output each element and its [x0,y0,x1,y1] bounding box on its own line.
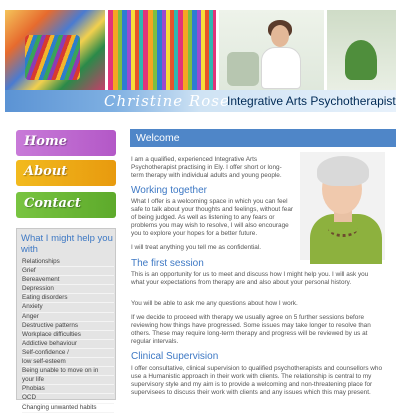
help-topic-item: Eating disorders [22,294,114,303]
help-topic-item: Workplace difficulties [22,331,114,340]
portrait-hair [317,156,369,186]
help-topic-item: low self-esteem [22,358,114,367]
site-role: Integrative Arts Psychotherapist [227,94,396,108]
help-topic-item: Depression [22,285,114,294]
help-topic-item: Grief [22,267,114,276]
nav-about-button[interactable] [16,160,116,186]
help-topic-item: OCD [22,394,114,403]
help-topic-item: Phobias [22,385,114,394]
help-topic-item: Anxiety [22,303,114,312]
therapist-face-image [271,25,289,47]
welcome-bar [130,129,396,147]
help-topics-list [22,258,114,413]
chair-image [227,52,259,86]
therapist-room-photo [219,10,324,90]
header-banner [5,10,396,90]
nav-contact-button[interactable] [16,192,116,218]
help-topic-item: Self-confidence / [22,349,114,358]
help-topic-item: Addictive behaviour [22,340,114,349]
colored-pencils-image [25,35,80,80]
proceed-paragraph: If we decide to proceed with therapy we usually agree on 5 further sessions before reviewing how things have progressed. Some issues may take longer to resolve than others. These may require long-term therapy and progress will be reviewed by us at regular intervals. [131,314,371,346]
heading-clinical-supervision: Clinical Supervision [131,351,219,362]
help-topic-item: Being unable to move on in [22,367,114,376]
help-topics-box [16,228,116,411]
christine-rose-portrait [300,152,385,260]
nav-contact-label: Contact [24,196,81,211]
help-topic-item: Changing unwanted habits [22,404,114,413]
plant-photo [327,10,396,90]
help-topic-item: Destructive patterns [22,322,114,331]
intro-paragraph: I am a qualified, experienced Integrative Arts Psychotherapist practising in Ely. I offer short or long-term therapy with individual adults and young people. [131,156,282,180]
portrait-necklace [328,220,358,237]
nav-home-button[interactable] [16,130,116,156]
questions-paragraph: You will be able to ask me any questions about how I work. [131,300,298,307]
confidential-paragraph: I will treat anything you tell me as confidential. [131,244,262,251]
help-topic-item: Bereavement [22,276,114,285]
help-topic-item: Anger [22,313,114,322]
heading-working-together: Working together [131,185,207,196]
help-topic-item: your life [22,376,114,385]
welcome-title: Welcome [136,132,180,144]
site-name[interactable]: Christine Rose [104,92,230,110]
pencils-photo [5,10,105,90]
nav-about-label: About [24,164,68,179]
nav-home-label: Home [24,134,67,149]
therapist-body-image [261,47,301,89]
help-topic-item: Relationships [22,258,114,267]
plant-image [345,40,377,80]
first-session-paragraph: This is an opportunity for us to meet and discuss how I might help you. I will ask you what your expectations from therapy are and also about your personal history. [131,271,369,287]
clinical-supervision-paragraph: I offer consultative, clinical supervision to qualified psychotherapists and counsellors who use a Humanistic approach in their work with clients. The relationship is central to my supervisory style and my aim is to provide a welcoming and non-threatening place for supervisees to discuss their work with clients and any issues which this may present. [131,365,383,397]
heading-first-session: The first session [131,258,204,269]
pastels-photo [108,10,216,90]
working-together-paragraph: What I offer is a welcoming space in which you can feel safe to talk about your thoughts and feelings, without fear of being judged. As well as listening to any fears or problems you may wish to resolve, I will also encourage you to explore your hopes for a better future. [131,198,294,238]
help-topics-title: What I might help you with [21,233,113,255]
